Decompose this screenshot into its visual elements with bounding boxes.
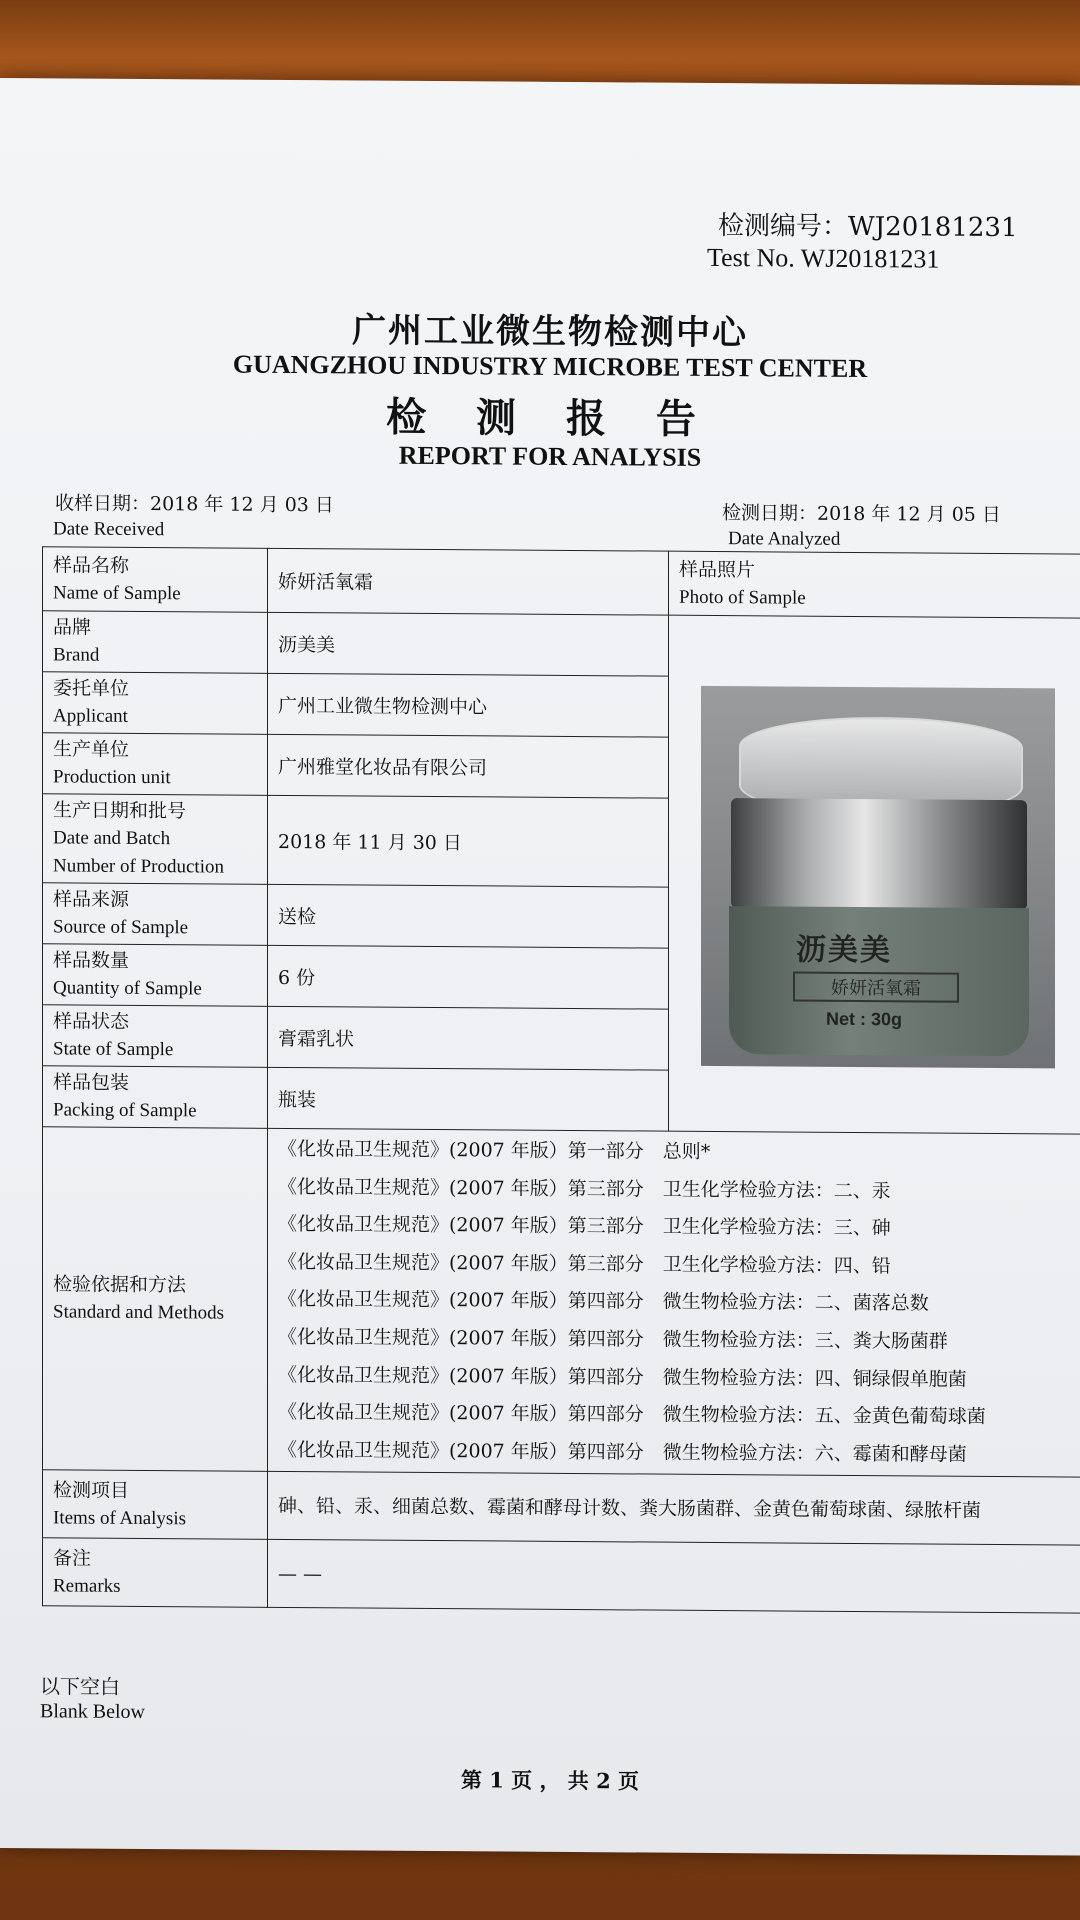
items-label [43,1470,268,1540]
label-en: Remarks [53,1575,121,1597]
items-row [43,1470,1080,1545]
org-title-en: GUANGZHOU INDUSTRY MICROBE TEST CENTER [232,349,868,384]
method-line: 《化妆品卫生规范》(2007 年版）第三部分 卫生化学检验方法：三、砷 [278,1213,891,1240]
row-label [43,733,268,796]
remarks-row [43,1538,1080,1613]
table-row [43,547,1080,618]
row-value: 送检 [268,884,669,948]
label-en: Packing of Sample [53,1099,197,1122]
photo-label [669,551,1080,618]
label-en: State of Sample [53,1038,174,1061]
report-table [42,546,1080,1614]
row-value: 沥美美 [268,612,669,676]
report-page [0,78,1080,1856]
date-analyzed-en: Date Analyzed [728,528,841,550]
label-cn: 样品状态 [53,1010,130,1033]
items-value: 砷、铅、汞、细菌总数、霉菌和酵母计数、粪大肠菌群、金黄色葡萄球菌、绿脓杆菌 [268,1472,1080,1546]
report-title-cn: 检 测 报 告 [386,393,714,443]
methods-row [43,1127,1080,1478]
label-cn: 样品包装 [53,1071,130,1094]
row-value: 6 份 [268,945,669,1009]
label-cn: 委托单位 [53,677,130,700]
methods-label [43,1127,268,1472]
label-en: Source of Sample [53,916,189,939]
photo-label-en: Photo of Sample [679,586,806,609]
date-received-en: Date Received [53,518,165,541]
label-cn: 品牌 [53,616,92,639]
label-en: Standard and Methods [53,1301,224,1324]
method-line: 《化妆品卫生规范》(2007 年版）第三部分 卫生化学检验方法：四、铅 [278,1250,891,1278]
label-cn: 样品名称 [53,553,130,577]
label-cn: 检验依据和方法 [53,1273,187,1297]
method-line: 《化妆品卫生规范》(2007 年版）第一部分 总则* [278,1137,711,1163]
remarks-label [43,1538,268,1608]
jar-band [731,798,1027,910]
blank-below-cn: 以下空白 [40,1674,120,1699]
date-received-cn: 收样日期：2018 年 12 月 03 日 [55,492,334,517]
row-value: 广州工业微生物检测中心 [268,673,669,737]
label-en: Brand [53,644,100,666]
report-title-en: REPORT FOR ANALYSIS [398,440,702,472]
label-en-2: Number of Production [53,855,224,878]
method-line: 《化妆品卫生规范》(2007 年版）第四部分 微生物检验方法：三、粪大肠菌群 [278,1325,948,1353]
photo-label-cn: 样品照片 [679,558,756,581]
methods-list [268,1128,1080,1477]
row-label [43,1066,268,1129]
test-number-cn: 检测编号：WJ20181231 [718,211,1018,244]
label-cn: 生产单位 [53,738,130,761]
page-number: 第 1 页 ， 共 2 页 [460,1767,640,1794]
label-en: Name of Sample [53,581,181,604]
row-value: 娇妍活氧霜 [268,548,669,615]
table-row [43,611,1080,679]
method-line: 《化妆品卫生规范》(2007 年版）第四部分 微生物检验方法：六、霉菌和酵母菌 [278,1438,967,1466]
method-line: 《化妆品卫生规范》(2007 年版）第四部分 微生物检验方法：二、菌落总数 [278,1288,929,1315]
label-en: Quantity of Sample [53,977,202,1000]
date-analyzed-cn: 检测日期：2018 年 12 月 05 日 [722,502,1001,526]
org-title-cn: 广州工业微生物检测中心 [352,310,748,354]
row-label [43,1005,268,1068]
remarks-value: — — [268,1540,1080,1614]
method-line: 《化妆品卫生规范》(2007 年版）第三部分 卫生化学检验方法：二、汞 [278,1175,891,1202]
label-cn: 生产日期和批号 [53,799,187,823]
cream-jar-image [701,685,1055,1067]
label-cn: 备注 [53,1547,92,1570]
jar-name-text: 娇妍活氧霜 [793,971,959,1002]
jar-net-text: Net : 30g [826,1008,903,1029]
sample-photo [669,615,1080,1134]
row-value: 2018 年 11 月 30 日 [268,795,669,887]
row-label [43,944,268,1007]
row-value: 广州雅堂化妆品有限公司 [268,734,669,798]
label-en: Production unit [53,766,171,789]
row-value: 膏霜乳状 [268,1006,669,1070]
label-cn: 检测项目 [53,1479,130,1502]
test-number-en: Test No. WJ20181231 [707,242,940,274]
row-label [43,547,268,613]
label-cn: 样品数量 [53,949,130,972]
row-label [43,611,268,674]
label-en: Applicant [53,705,128,727]
label-en: Items of Analysis [53,1507,186,1530]
row-label [43,883,268,946]
jar-brand-text: 沥美美 [796,932,892,968]
label-cn: 样品来源 [53,888,130,911]
method-line: 《化妆品卫生规范》(2007 年版）第四部分 微生物检验方法：四、铜绿假单胞菌 [278,1363,967,1391]
row-label [43,794,268,885]
row-value: 瓶装 [268,1067,669,1131]
blank-below-en: Blank Below [40,1700,145,1724]
row-label [43,672,268,735]
label-en: Date and Batch [53,827,171,850]
method-line: 《化妆品卫生规范》(2007 年版）第四部分 微生物检验方法：五、金黄色葡萄球菌 [278,1401,986,1429]
